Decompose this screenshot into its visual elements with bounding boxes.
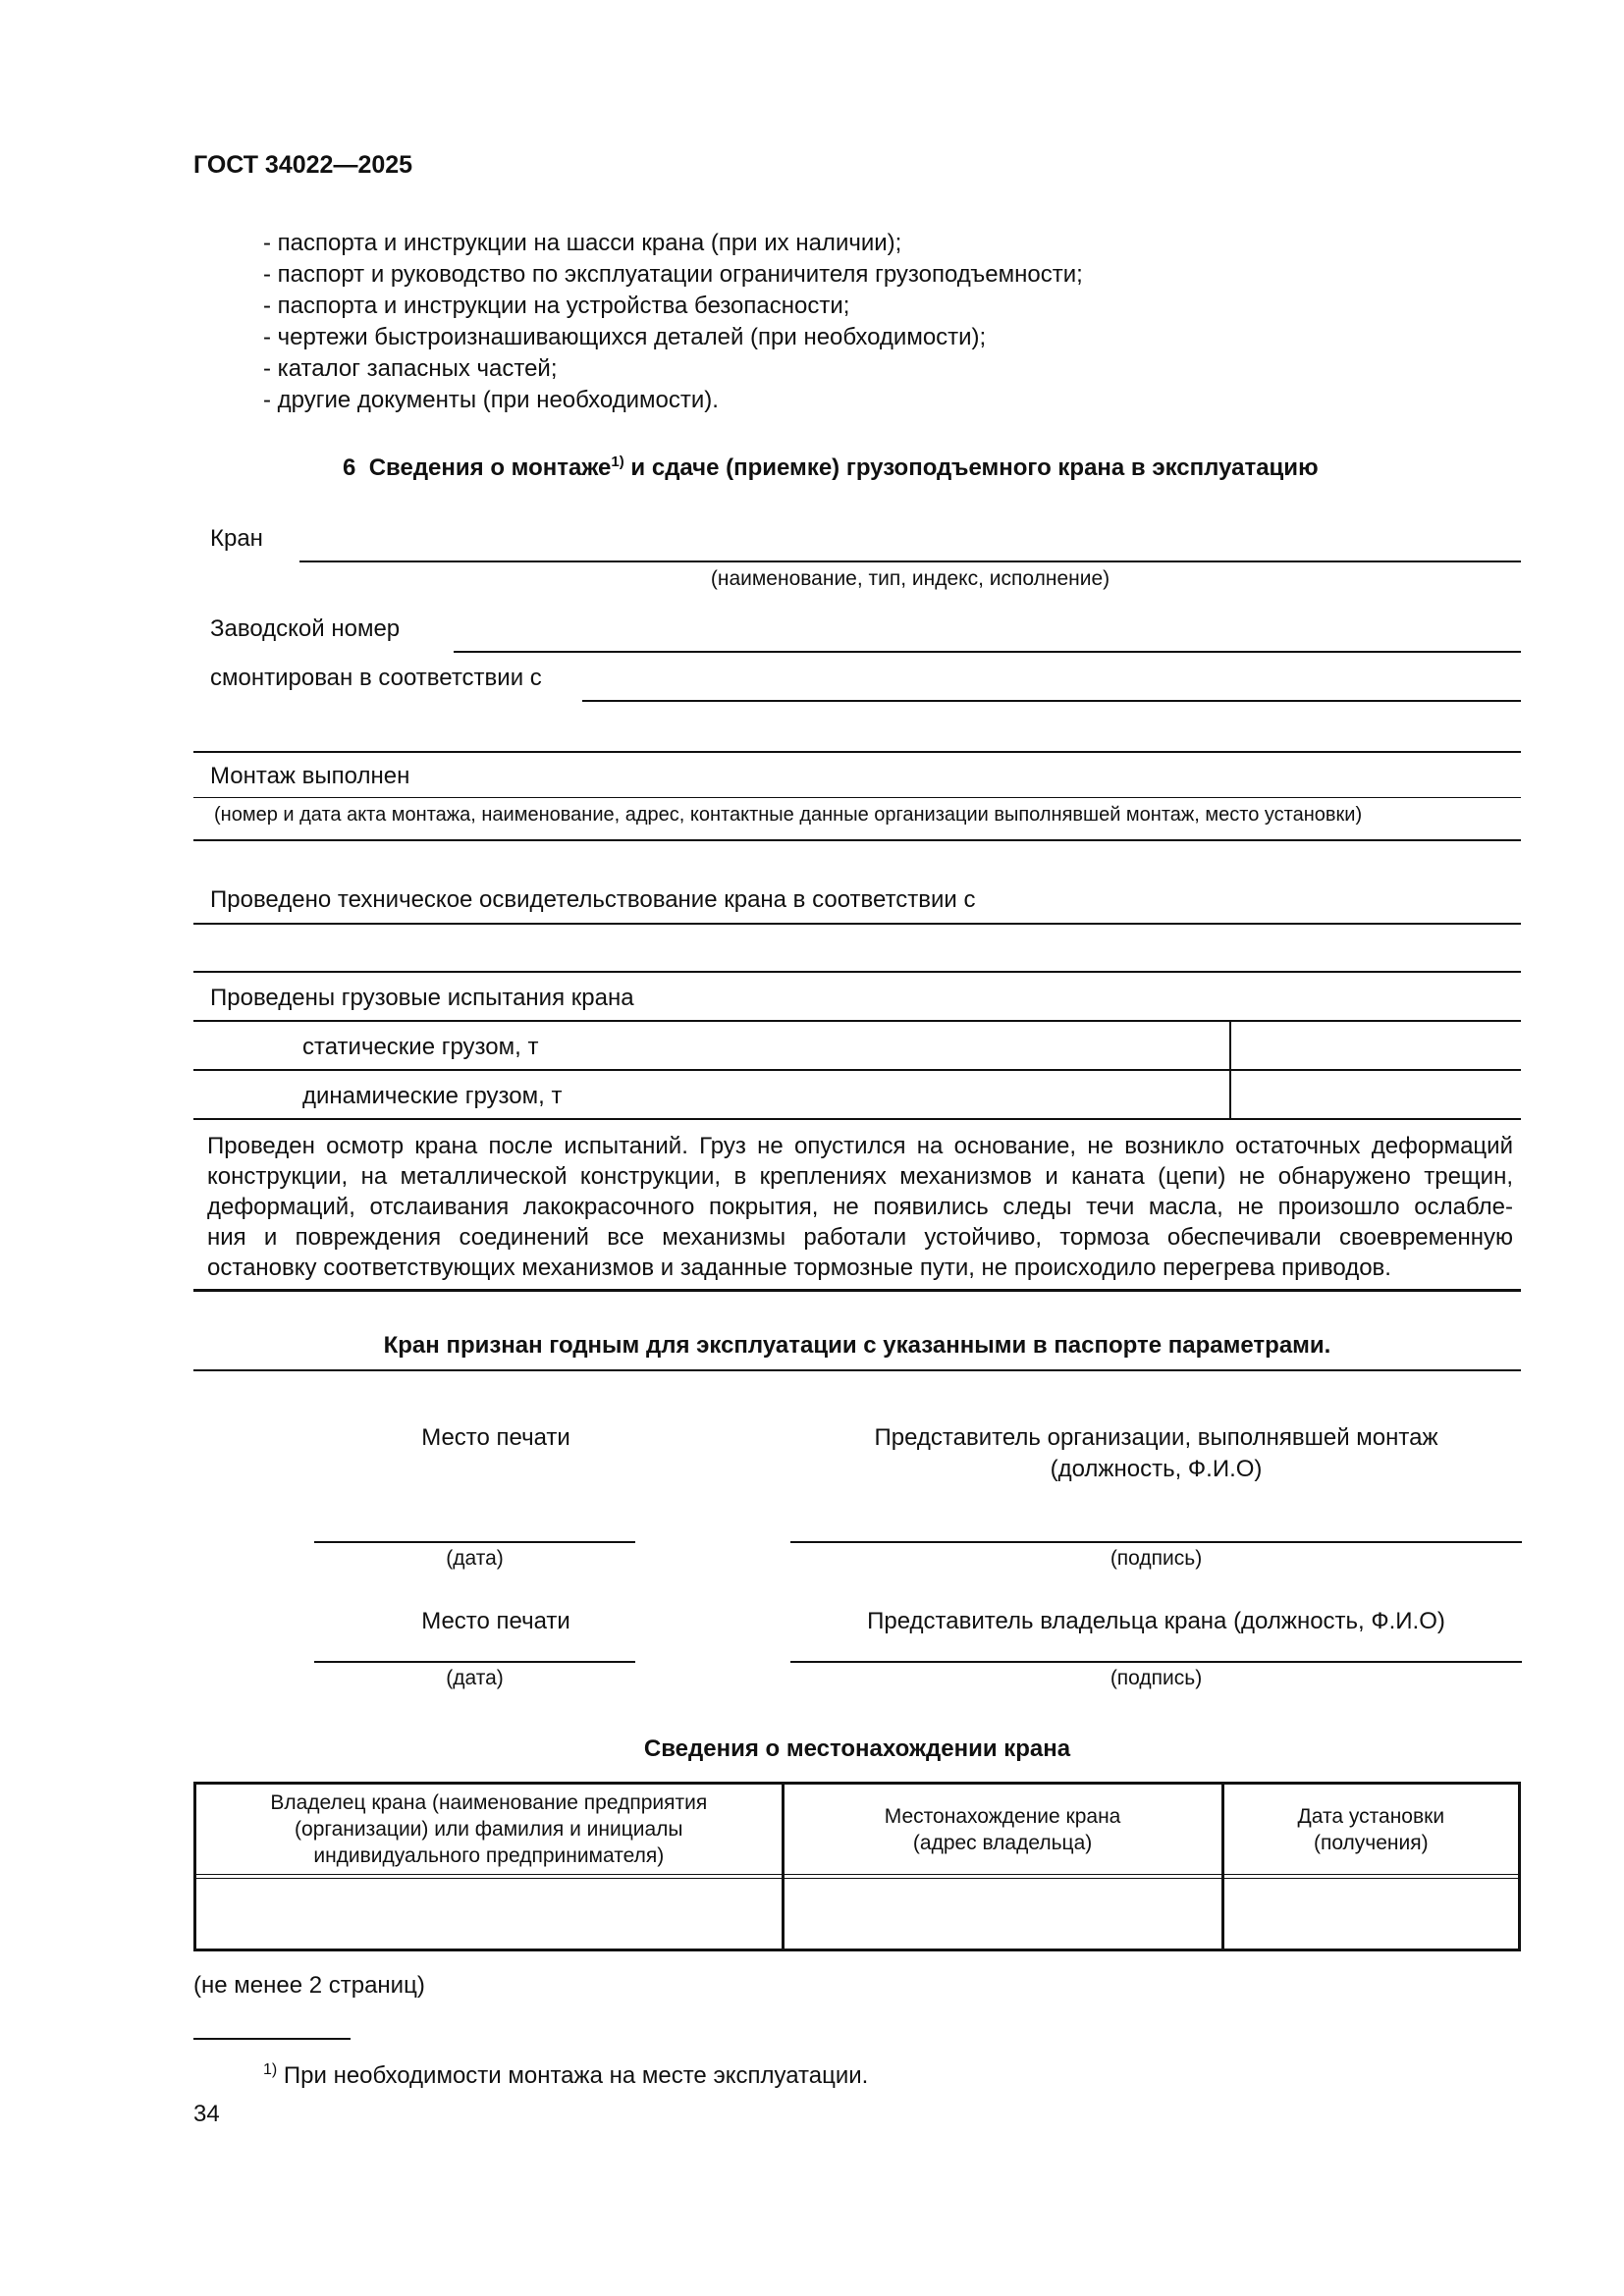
signature-line[interactable] bbox=[790, 1661, 1522, 1663]
section-heading bbox=[343, 447, 1319, 484]
date-caption: (дата) bbox=[446, 1667, 504, 1689]
page-number: 34 bbox=[193, 2101, 220, 2127]
table-row bbox=[195, 1879, 1520, 1950]
column-header-date: Дата установки (получения) bbox=[1222, 1784, 1519, 1875]
static-load-line bbox=[193, 1069, 1521, 1071]
crane-label: Кран bbox=[210, 525, 263, 552]
location-section-title: Сведения о местонахождении крана bbox=[643, 1735, 1071, 1762]
list-item: - паспорта и инструкции на шасси крана (при их наличии); bbox=[263, 230, 902, 256]
signature-line[interactable] bbox=[790, 1541, 1522, 1543]
mounted-line[interactable] bbox=[582, 700, 1521, 702]
serial-number-line[interactable] bbox=[454, 651, 1521, 653]
date-line[interactable] bbox=[314, 1541, 635, 1543]
paragraph-line: ния и повреждения соединений все механизмы работали устойчиво, тормоза обеспечивали своевременную bbox=[207, 1224, 1513, 1251]
location-cell[interactable] bbox=[783, 1879, 1222, 1950]
footnote-separator bbox=[193, 2038, 351, 2040]
section-title-part1: Сведения о монтаже bbox=[368, 454, 612, 481]
footnote-mark: 1) bbox=[611, 454, 624, 470]
list-item: - чертежи быстроизнашивающихся деталей (при необходимости); bbox=[263, 324, 987, 350]
stamp-place-label: Место печати bbox=[421, 1608, 570, 1634]
installer-representative-details: (должность, Ф.И.О) bbox=[1050, 1456, 1263, 1482]
inspection-label: Проведено техническое освидетельствование крана в соответствии с bbox=[210, 886, 976, 913]
load-table-divider bbox=[1229, 1020, 1231, 1118]
paragraph-line: деформаций, отслаивания лакокрасочного покрытия, не появились следы течи масла, не произошло ослабле- bbox=[207, 1194, 1513, 1220]
static-load-label: статические грузом, т bbox=[302, 1034, 539, 1060]
inspection-paragraph bbox=[207, 1131, 1513, 1283]
footnote-mark: 1) bbox=[263, 2061, 278, 2078]
list-item: - паспорта и инструкции на устройства безопасности; bbox=[263, 293, 850, 319]
paragraph-line: конструкции, на металлической конструкции, в креплениях механизмов и каната (цепи) не обнаружено трещин, bbox=[207, 1163, 1513, 1190]
date-caption: (дата) bbox=[446, 1547, 504, 1570]
paragraph-line: остановку соответствующих механизмов и заданные тормозные пути, не происходило перегрева приводов. bbox=[207, 1255, 1391, 1281]
document-code: ГОСТ 34022—2025 bbox=[193, 151, 413, 179]
crane-caption: (наименование, тип, индекс, исполнение) bbox=[710, 567, 1110, 590]
owner-representative: Представитель владельца крана (должность, Ф.И.О) bbox=[867, 1608, 1445, 1634]
serial-number-label: Заводской номер bbox=[210, 615, 401, 642]
conclusion-text: Кран признан годным для эксплуатации с указанными в паспорте параметрами. bbox=[383, 1332, 1331, 1359]
list-item: - другие документы (при необходимости). bbox=[263, 387, 719, 413]
signature-caption: (подпись) bbox=[1110, 1547, 1203, 1570]
conclusion-line bbox=[193, 1369, 1521, 1371]
mounted-line-2[interactable] bbox=[193, 751, 1521, 753]
footnote bbox=[263, 2055, 868, 2092]
installation-label: Монтаж выполнен bbox=[210, 763, 410, 789]
inspection-line[interactable] bbox=[193, 923, 1521, 925]
date-line[interactable] bbox=[314, 1661, 635, 1663]
load-tests-line bbox=[193, 1020, 1521, 1022]
date-cell[interactable] bbox=[1222, 1879, 1519, 1950]
inspection-line-2[interactable] bbox=[193, 971, 1521, 973]
dynamic-load-label: динамические грузом, т bbox=[302, 1083, 563, 1109]
mounted-label: смонтирован в соответствии с bbox=[210, 665, 542, 691]
column-header-location: Местонахождение крана (адрес владельца) bbox=[783, 1784, 1222, 1875]
section-number: 6 bbox=[343, 454, 356, 481]
list-item: - каталог запасных частей; bbox=[263, 355, 558, 382]
stamp-place-label: Место печати bbox=[421, 1424, 570, 1451]
pages-note: (не менее 2 страниц) bbox=[193, 1972, 425, 1999]
crane-field-line[interactable] bbox=[299, 561, 1521, 562]
dynamic-load-line bbox=[193, 1118, 1521, 1120]
column-header-owner: Владелец крана (наименование предприятия (организации) или фамилия и инициалы индивидуального предпринимателя) bbox=[195, 1784, 784, 1875]
paragraph-line: Проведен осмотр крана после испытаний. Груз не опустился на основание, не возникло остаточных деформаций bbox=[207, 1133, 1513, 1159]
paragraph-bottom-line bbox=[193, 1289, 1521, 1292]
installation-caption: (номер и дата акта монтажа, наименование, адрес, контактные данные организации выполнявшей монтаж, место установки) bbox=[214, 804, 1363, 826]
section-title-part2: и сдаче (приемке) грузоподъемного крана в эксплуатацию bbox=[630, 454, 1319, 481]
installation-bottom-line bbox=[193, 839, 1521, 841]
footnote-text: При необходимости монтажа на месте эксплуатации. bbox=[283, 2062, 869, 2089]
location-table bbox=[193, 1782, 1521, 1951]
installer-representative: Представитель организации, выполнявшей монтаж bbox=[874, 1424, 1438, 1451]
signature-caption: (подпись) bbox=[1110, 1667, 1203, 1689]
owner-cell[interactable] bbox=[195, 1879, 784, 1950]
load-tests-label: Проведены грузовые испытания крана bbox=[210, 985, 634, 1011]
installation-line[interactable] bbox=[193, 797, 1521, 798]
list-item: - паспорт и руководство по эксплуатации ограничителя грузоподъемности; bbox=[263, 261, 1083, 288]
